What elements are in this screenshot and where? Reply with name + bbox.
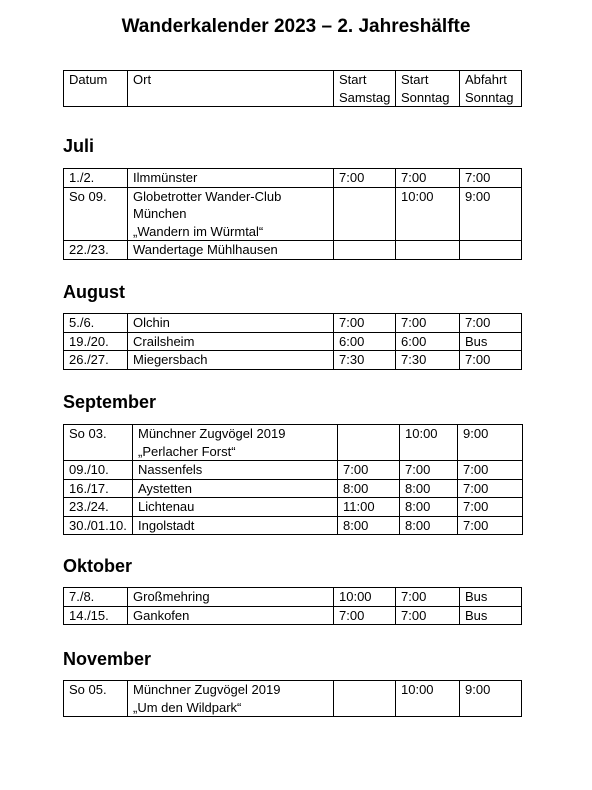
cell-ort	[133, 498, 338, 517]
cell-abfahrt-sonntag	[460, 241, 522, 260]
cell-start-samstag: 11:00	[338, 498, 400, 517]
month-table-3	[63, 587, 522, 625]
month-heading-0: Juli	[63, 136, 95, 156]
cell-start-sonntag: 10:00	[396, 681, 460, 717]
cell-ort	[128, 187, 334, 241]
cell-ort-line: Lichtenau	[138, 499, 195, 514]
cell-ort-line: Gankofen	[133, 607, 190, 623]
cell-start-sonntag: 7:00	[400, 461, 458, 480]
cell-start-samstag: 8:00	[338, 479, 400, 498]
cell-start-sonntag: 10:00	[396, 187, 460, 241]
cell-datum: 19./20.	[64, 332, 128, 351]
cell-ort-line: Aystetten	[138, 480, 192, 496]
cell-datum: 09./10.	[64, 461, 133, 480]
cell-datum: So 03.	[64, 425, 133, 461]
cell-ort	[128, 606, 334, 625]
table-row	[64, 169, 522, 188]
month-table-4	[63, 680, 522, 717]
cell-ort	[128, 588, 334, 607]
cell-ort-line: Ingolstadt	[138, 517, 195, 533]
cell-start-sonntag: 7:00	[396, 588, 460, 607]
month-table-1	[63, 313, 522, 370]
cell-start-sonntag: 8:00	[400, 479, 458, 498]
cell-datum: 16./17.	[64, 479, 133, 498]
cell-start-sonntag: 10:00	[400, 425, 458, 461]
cell-abfahrt-sonntag: Bus	[460, 332, 522, 351]
cell-abfahrt-sonntag: 7:00	[458, 461, 523, 480]
cell-ort-line: Nassenfels	[138, 462, 203, 477]
cell-start-samstag: 7:00	[338, 461, 400, 480]
cell-ort-line: Olchin	[133, 315, 170, 330]
cell-abfahrt-sonntag: 9:00	[460, 187, 522, 241]
cell-ort	[128, 169, 334, 188]
cell-start-samstag: 6:00	[334, 332, 396, 351]
cell-start-samstag: 7:00	[334, 169, 396, 188]
cell-start-sonntag: 6:00	[396, 332, 460, 351]
table-row	[64, 425, 523, 461]
cell-datum: 14./15.	[64, 606, 128, 625]
table-row	[64, 479, 523, 498]
cell-start-sonntag: 8:00	[400, 516, 458, 535]
table-row	[64, 351, 522, 370]
cell-datum: 30./01.10.	[64, 516, 133, 535]
cell-start-samstag: 7:30	[334, 351, 396, 370]
cell-datum: So 09.	[64, 187, 128, 241]
cell-ort-line: Globetrotter Wander-Club	[133, 188, 282, 204]
month-heading-2: September	[63, 392, 157, 412]
cell-abfahrt-sonntag: Bus	[460, 606, 522, 625]
cell-ort-line: Ilmmünster	[133, 170, 198, 185]
header-abfahrt-sonntag: Abfahrt Sonntag	[460, 71, 522, 107]
cell-start-sonntag: 8:00	[400, 498, 458, 517]
table-row	[64, 498, 523, 517]
header-start-samstag: Start Samstag	[334, 71, 396, 107]
cell-datum: 5./6.	[64, 314, 128, 333]
month-heading-1: August	[63, 282, 125, 302]
cell-ort-line: Crailsheim	[133, 333, 195, 349]
table-row	[64, 332, 522, 351]
cell-abfahrt-sonntag: 9:00	[458, 425, 523, 461]
cell-start-samstag	[334, 241, 396, 260]
cell-datum: 1./2.	[64, 169, 128, 188]
cell-ort	[128, 241, 334, 260]
cell-ort-line: Großmehring	[133, 589, 210, 604]
cell-ort-line: Miegersbach	[133, 352, 208, 367]
table-row	[64, 681, 522, 717]
page-title: Wanderkalender 2023 – 2. Jahreshälfte	[121, 16, 471, 37]
cell-ort	[128, 681, 334, 717]
cell-ort	[133, 461, 338, 480]
header-table	[63, 70, 522, 107]
cell-ort-line: Wandertage Mühlhausen	[133, 242, 278, 257]
month-table-2	[63, 424, 523, 535]
cell-start-sonntag: 7:00	[396, 606, 460, 625]
cell-abfahrt-sonntag: 7:00	[458, 498, 523, 517]
cell-datum: 7./8.	[64, 588, 128, 607]
cell-abfahrt-sonntag: 7:00	[458, 479, 523, 498]
table-row	[64, 606, 522, 625]
cell-start-sonntag: 7:30	[396, 351, 460, 370]
cell-datum: 26./27.	[64, 351, 128, 370]
cell-start-sonntag	[396, 241, 460, 260]
cell-start-samstag: 8:00	[338, 516, 400, 535]
table-row	[64, 461, 523, 480]
cell-ort	[128, 351, 334, 370]
cell-start-sonntag: 7:00	[396, 169, 460, 188]
cell-ort-line: „Wandern im Würmtal“	[133, 223, 264, 239]
cell-ort-line: „Um den Wildpark“	[133, 699, 242, 715]
cell-ort	[128, 332, 334, 351]
header-row	[64, 71, 522, 107]
cell-abfahrt-sonntag: Bus	[460, 588, 522, 607]
cell-ort	[133, 516, 338, 535]
month-heading-4: November	[63, 649, 152, 669]
cell-ort	[133, 479, 338, 498]
table-row	[64, 314, 522, 333]
table-row	[64, 516, 523, 535]
table-row	[64, 588, 522, 607]
table-row	[64, 187, 522, 241]
cell-ort	[133, 425, 338, 461]
cell-ort-line: München	[133, 206, 187, 221]
cell-abfahrt-sonntag: 7:00	[460, 314, 522, 333]
header-datum: Datum	[64, 71, 128, 107]
cell-abfahrt-sonntag: 7:00	[460, 351, 522, 370]
cell-abfahrt-sonntag: 9:00	[460, 681, 522, 717]
cell-ort-line: Münchner Zugvögel 2019	[138, 426, 286, 441]
header-start-sonntag: Start Sonntag	[396, 71, 460, 107]
cell-ort	[128, 314, 334, 333]
cell-abfahrt-sonntag: 7:00	[460, 169, 522, 188]
cell-start-samstag: 7:00	[334, 606, 396, 625]
cell-start-sonntag: 7:00	[396, 314, 460, 333]
cell-ort-line: Münchner Zugvögel 2019	[133, 682, 281, 697]
cell-start-samstag: 7:00	[334, 314, 396, 333]
cell-datum: So 05.	[64, 681, 128, 717]
cell-ort-line: „Perlacher Forst“	[138, 443, 236, 459]
cell-datum: 23./24.	[64, 498, 133, 517]
month-heading-3: Oktober	[63, 556, 133, 576]
cell-start-samstag	[338, 425, 400, 461]
cell-datum: 22./23.	[64, 241, 128, 260]
cell-start-samstag	[334, 681, 396, 717]
month-table-0	[63, 168, 522, 260]
table-row	[64, 241, 522, 260]
cell-abfahrt-sonntag: 7:00	[458, 516, 523, 535]
cell-start-samstag	[334, 187, 396, 241]
cell-start-samstag: 10:00	[334, 588, 396, 607]
header-ort: Ort	[128, 71, 334, 107]
